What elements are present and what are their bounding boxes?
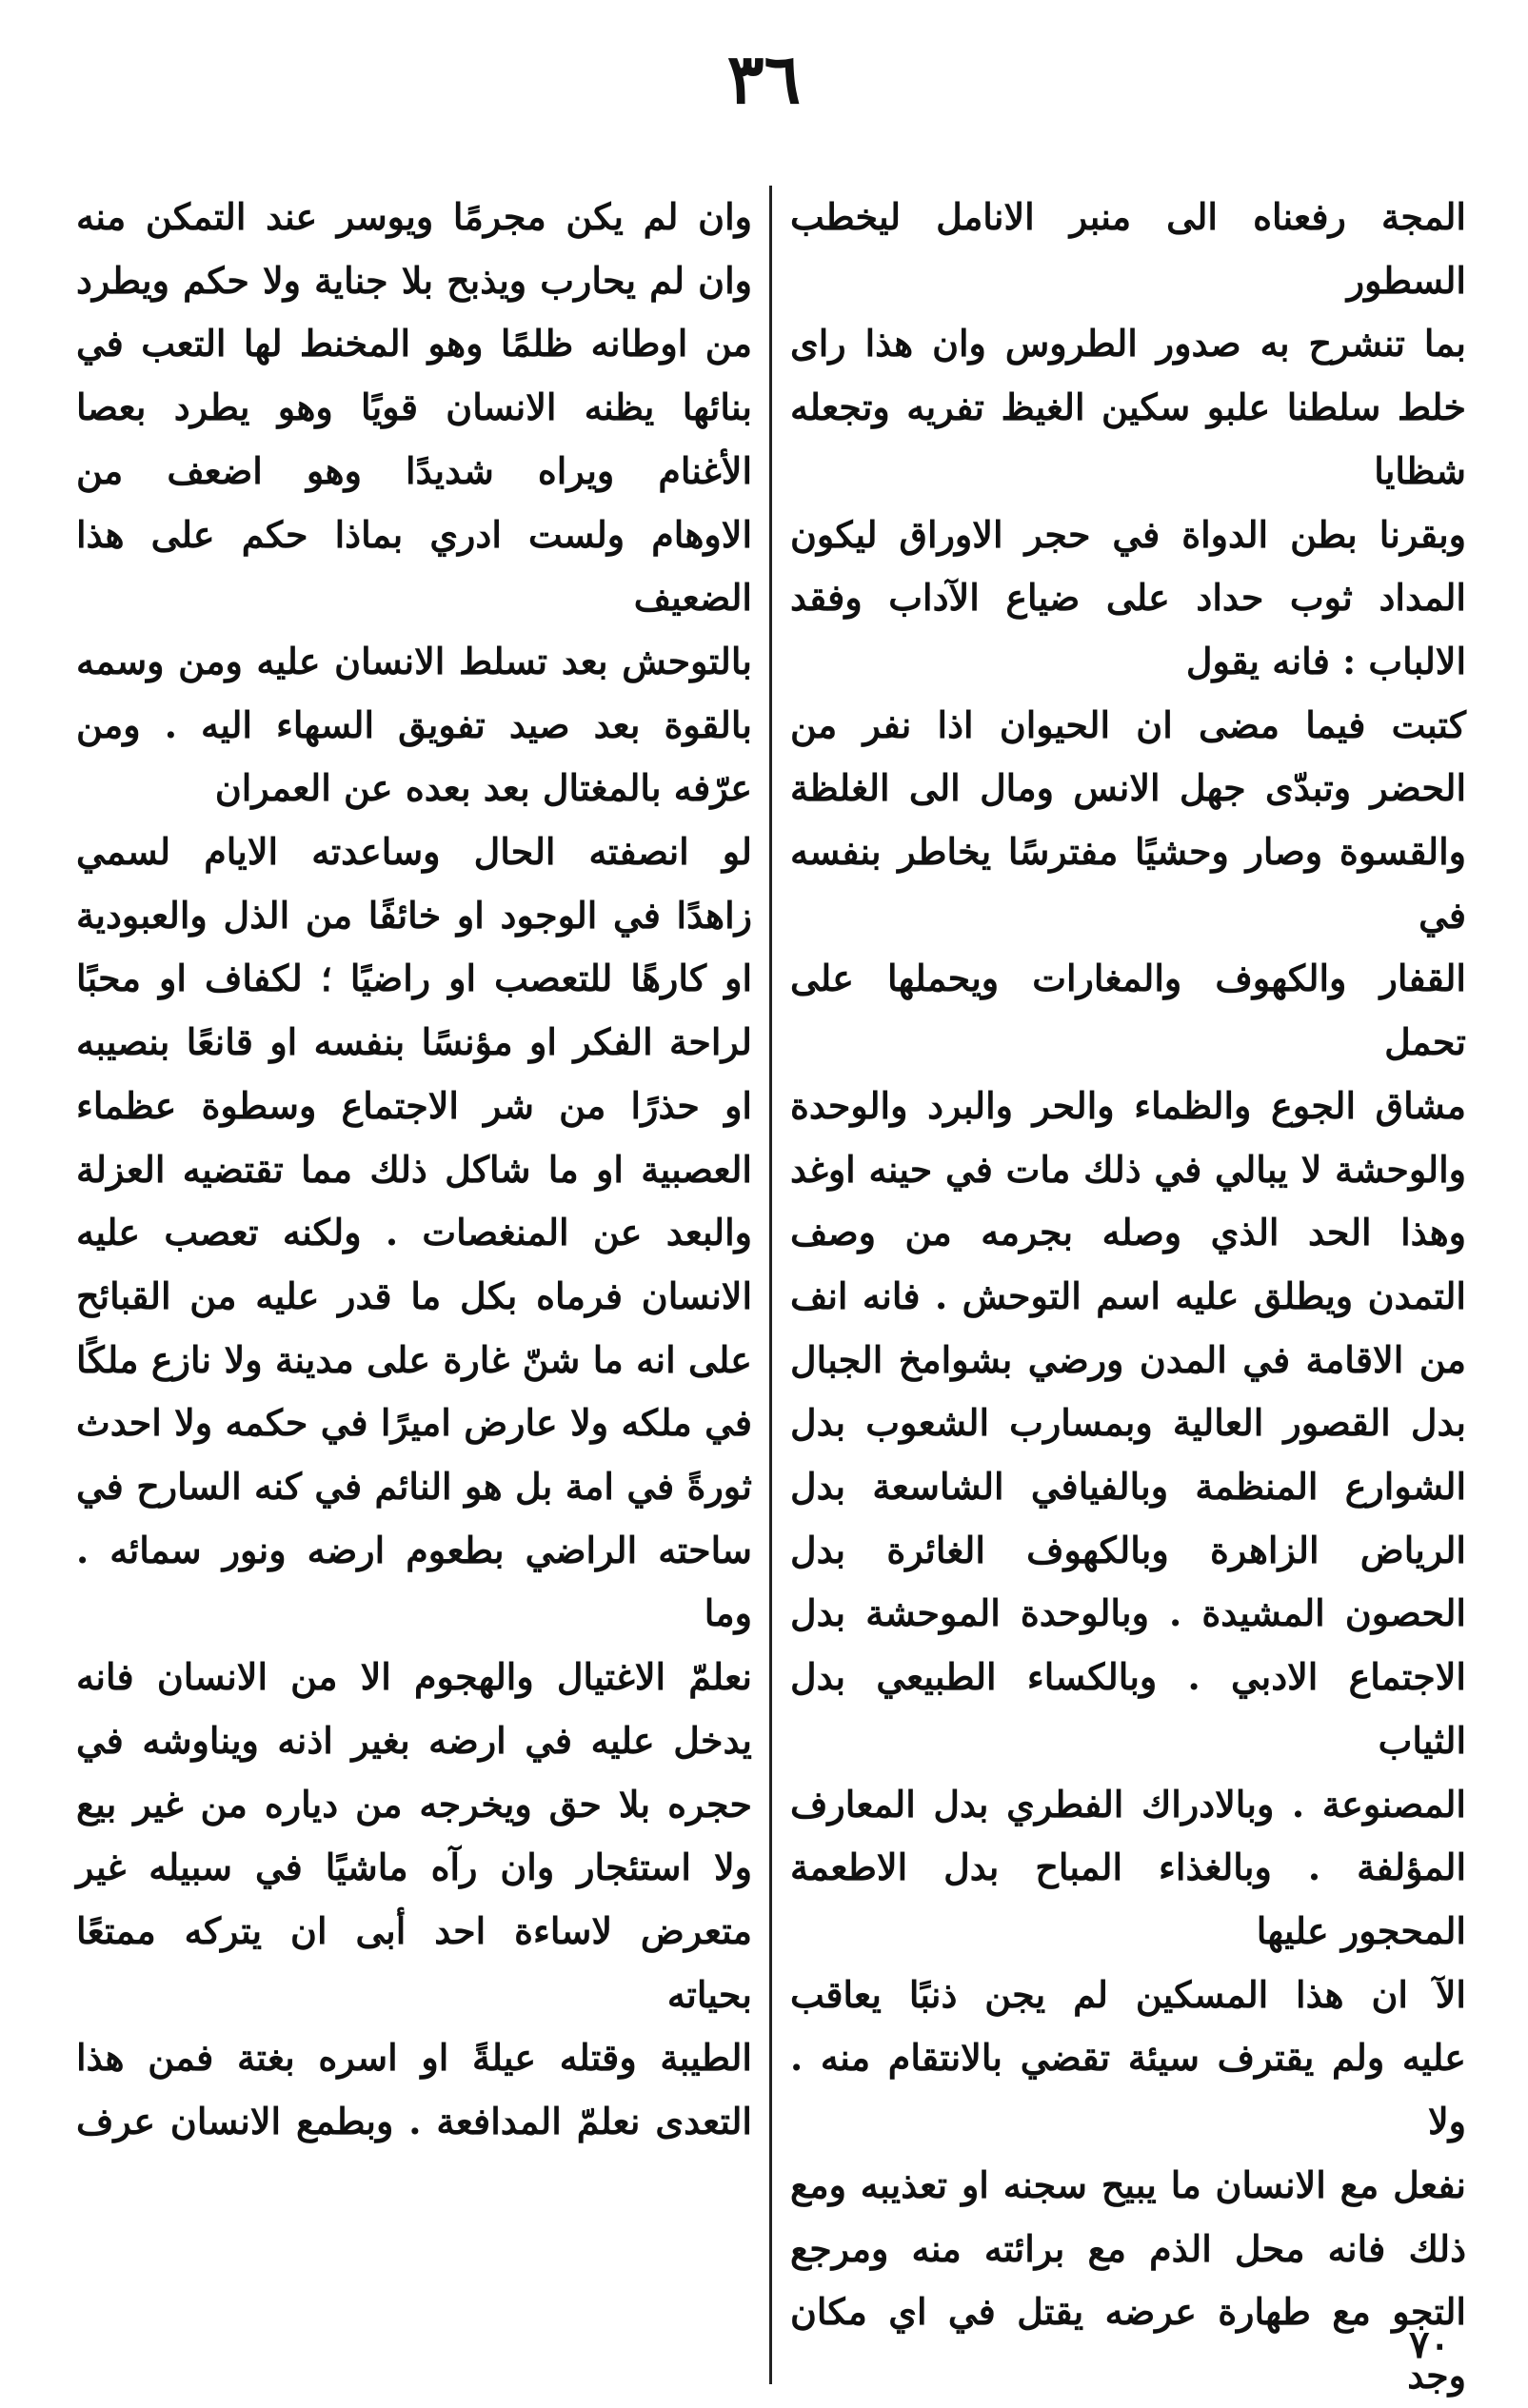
text-line: زاهدًا في الوجود او خائفًا من الذل والعبودية <box>76 893 752 937</box>
text-line: نعلمّ الاغتيال والهجوم الا من الانسان فانه <box>76 1655 752 1699</box>
text-line: على انه ما شنّ غارة على مدينة ولا نازع ملكًا <box>76 1337 752 1381</box>
text-line: التجو مع طهارة عرضه يقتل في اي مكان وجد <box>790 2290 1466 2397</box>
text-line: الرياض الزاهرة وبالكهوف الغائرة بدل <box>790 1528 1466 1571</box>
text-line: او حذرًا من شر الاجتماع وسطوة عظماء <box>76 1083 752 1127</box>
text-line: والقسوة وصار وحشيًا مفترسًا يخاطر بنفسه في <box>790 830 1466 937</box>
column-divider <box>769 186 772 2384</box>
text-line: نفعل مع الانسان ما يبيح سجنه او تعذيبه ومع <box>790 2162 1466 2206</box>
text-line: كتبت فيما مضى ان الحيوان اذا نفر من <box>790 702 1466 746</box>
text-line: لو انصفته الحال وساعدته الايام لسمي <box>76 830 752 874</box>
text-line: التعدى نعلمّ المدافعة . وبطمع الانسان عرف <box>76 2100 752 2143</box>
text-line: من الاقامة في المدن ورضي بشوامخ الجبال <box>790 1337 1466 1381</box>
text-line: الحصون المشيدة . وبالوحدة الموحشة بدل <box>790 1591 1466 1635</box>
text-line: القفار والكهوف والمغارات ويحملها على تحمل <box>790 957 1466 1064</box>
text-line: الحضر وتبدّى جهل الانس ومال الى الغلظة <box>790 766 1466 810</box>
text-line: والبعد عن المنغصات . ولكنه تعصب عليه <box>76 1211 752 1254</box>
text-line: المحجور عليها <box>1256 1908 1466 1952</box>
footer-number: ٧٠ <box>1409 2322 1450 2367</box>
text-line: الاجتماع الادبي . وبالكساء الطبيعي بدل الثياب <box>790 1655 1466 1762</box>
left-column <box>76 186 752 2154</box>
text-line: في ملكه ولا عارض اميرًا في حكمه ولا احدث <box>76 1401 752 1445</box>
text-line: بالتوحش بعد تسلط الانسان عليه ومن وسمه <box>76 639 752 682</box>
text-line: مشاق الجوع والظماء والحر والبرد والوحدة <box>790 1083 1466 1127</box>
text-line: بدل القصور العالية وبمسارب الشعوب بدل <box>790 1401 1466 1445</box>
text-line: ساحته الراضي بطعوم ارضه ونور سمائه . وما <box>76 1528 752 1635</box>
text-line: الانسان فرماه بكل ما قدر عليه من القبائح <box>76 1273 752 1317</box>
text-line: ثورةً في امة بل هو النائم في كنه السارح في <box>76 1465 752 1509</box>
text-line: المداد ثوب حداد على ضياع الآداب وفقد <box>790 576 1466 620</box>
text-line: وان لم يكن مجرمًا ويوسر عند التمكن منه <box>76 195 752 238</box>
text-line: الاوهام ولست ادري بماذا حكم على هذا الضعيف <box>76 512 752 620</box>
right-column <box>790 186 1466 2408</box>
page-number: ٣٦ <box>726 38 802 119</box>
text-line: حجره بلا حق ويخرجه من دياره من غير بيع <box>76 1782 752 1826</box>
text-line: ولا استئجار وان رآه ماشيًا في سبيله غير <box>76 1845 752 1889</box>
text-line: الآ ان هذا المسكين لم يجن ذنبًا يعاقب <box>790 1972 1466 2016</box>
text-line: بما تنشرح به صدور الطروس وان هذا راى <box>790 322 1466 365</box>
text-line: الالباب : فانه يقول <box>1185 639 1466 682</box>
text-line: خلط سلطنا علبو سكين الغيظ تفريه وتجعله شظايا <box>790 385 1466 492</box>
text-line: عليه ولم يقترف سيئة تقضي بالانتقام منه . ولا <box>790 2036 1466 2143</box>
text-line: متعرض لاساءة احد أبى ان يتركه ممتعًا بحياته <box>76 1908 752 2016</box>
text-line: او كارهًا للتعصب او راضيًا ؛ لكفاف او محبًا <box>76 957 752 1000</box>
text-line: التمدن ويطلق عليه اسم التوحش . فانه انف <box>790 1273 1466 1317</box>
text-line: عرّفه بالمغتال بعد بعده عن العمران <box>214 766 752 810</box>
text-line: وان لم يحارب ويذبح بلا جناية ولا حكم ويطرد <box>76 258 752 302</box>
text-line: من اوطانه ظلمًا وهو المخنط لها التعب في <box>76 322 752 365</box>
text-line: بنائها يظنه الانسان قويًا وهو يطرد بعصا <box>76 385 752 429</box>
text-line: بالقوة بعد صيد تفويق السهاء اليه . ومن <box>76 702 752 746</box>
text-line: المصنوعة . وبالادراك الفطري بدل المعارف <box>790 1782 1466 1826</box>
text-line: الطيبة وقتله عيلةً او اسره بغتة فمن هذا <box>76 2036 752 2080</box>
text-line: والوحشة لا يبالي في ذلك مات في حينه اوغد <box>790 1147 1466 1191</box>
text-line: العصبية او ما شاكل ذلك مما تقتضيه العزلة <box>76 1147 752 1191</box>
text-line: المؤلفة . وبالغذاء المباح بدل الاطعمة <box>790 1845 1466 1889</box>
text-line: الأغنام ويراه شديدًا وهو اضعف من <box>76 448 752 492</box>
text-line: وبقرنا بطن الدواة في حجر الاوراق ليكون <box>790 512 1466 556</box>
text-line: وهذا الحد الذي وصله بجرمه من وصف <box>790 1211 1466 1254</box>
text-line: ذلك فانه محل الذم مع برائته منه ومرجع <box>790 2226 1466 2270</box>
text-line: الشوارع المنظمة وبالفيافي الشاسعة بدل <box>790 1465 1466 1509</box>
text-line: يدخل عليه في ارضه بغير اذنه ويناوشه في <box>76 1718 752 1762</box>
text-line: المجة رفعناه الى منبر الانامل ليخطب السطور <box>790 195 1466 302</box>
text-line: لراحة الفكر او مؤنسًا بنفسه او قانعًا بنصيبه <box>76 1020 752 1064</box>
